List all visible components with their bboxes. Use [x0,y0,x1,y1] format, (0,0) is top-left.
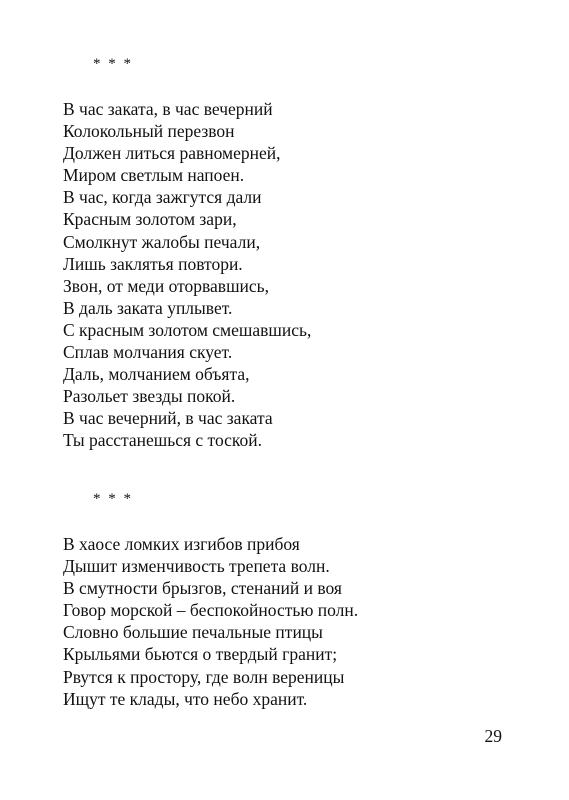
poem-line: Говор морской – беспокойностью полн. [63,600,359,621]
poem-line: Красным золотом зари, [63,209,237,230]
poem-line: В час вечерний, в час заката [63,408,273,429]
poem-line: Ищут те клады, что небо хранит. [63,688,308,709]
poem-line: Даль, молчанием объята, [63,364,250,385]
poem-line: В час, когда зажгутся дали [63,187,262,208]
poem-line: В даль заката уплывет. [63,297,233,318]
page-number: 29 [484,726,502,746]
poem-line: Словно большие печальные птицы [63,622,323,643]
poem-line: Крыльями бьются о твердый гранит; [63,644,338,665]
poem-line: В смутности брызгов, стенаний и воя [63,578,342,599]
poem-line: Рвутся к простору, где волн вереницы [63,666,345,687]
poem-line: Колокольный перезвон [63,121,235,142]
poem-line: Должен литься равномерней, [63,143,281,164]
poem-line: Лишь заклятья повтори. [63,253,243,274]
section-separator: * * * [93,491,133,507]
poem-text [63,533,358,710]
poem-line: В хаосе ломких изгибов прибоя [63,534,300,554]
poem-line: Смолкнут жалобы печали, [63,231,261,252]
poem-line: Миром светлым напоен. [63,165,245,186]
section-separator: * * * [93,56,133,72]
poem-line: В час заката, в час вечерний [63,99,273,119]
poem-line: Звон, от меди оторвавшись, [63,275,270,296]
poem-line: Сплав молчания скует. [63,342,233,363]
poem-line: Ты расстанешься с тоской. [63,430,263,451]
poem-line: Разольет звезды покой. [63,386,236,407]
poem-line: С красным золотом смешавшись, [63,319,312,340]
poem-text [63,98,311,452]
poem-line: Дышит изменчивость трепета волн. [63,556,330,577]
